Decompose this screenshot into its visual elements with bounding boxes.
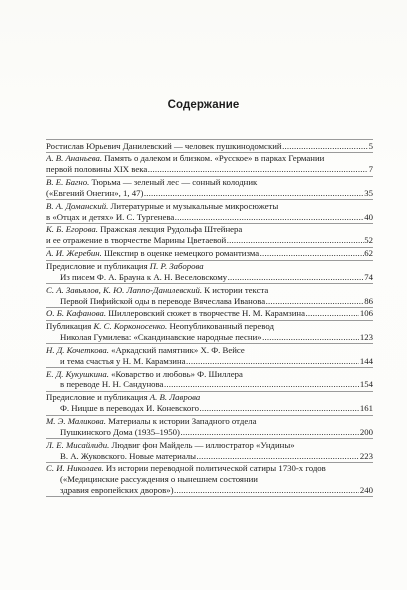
leader-dots xyxy=(186,356,359,367)
toc-entry-text xyxy=(46,440,295,450)
author-name: О. Б. Кафанова. xyxy=(46,308,107,319)
toc-entry-text xyxy=(46,392,200,402)
toc-entry-line xyxy=(46,308,373,319)
entry-title-text: Материалы к истории Западного отдела xyxy=(105,416,257,427)
toc-entry-line xyxy=(46,201,373,212)
entry-title-text: «Коварство и любовь» Ф. Шиллера xyxy=(108,368,243,379)
toc-entry-line xyxy=(46,321,373,332)
toc-entry xyxy=(46,344,373,368)
leader-dots xyxy=(305,308,359,319)
toc-entry-line xyxy=(46,369,373,380)
leader-dots xyxy=(282,141,368,152)
leader-dots xyxy=(148,164,368,175)
leader-dots xyxy=(227,235,364,246)
entry-title-text: Шекспир в оценке немецкого романтизма xyxy=(101,248,260,259)
entry-title-text: Предисловие и публикация xyxy=(46,261,150,272)
toc-entry xyxy=(46,224,373,248)
toc-entry-line xyxy=(46,403,373,414)
toc-entry-line xyxy=(46,224,373,235)
toc-entry-text xyxy=(46,416,256,426)
toc-entry-line xyxy=(46,164,373,175)
contents-heading: Содержание xyxy=(167,99,240,111)
table-of-contents xyxy=(46,139,373,497)
toc-entry-line xyxy=(46,416,373,427)
author-name: К. Б. Егорова. xyxy=(46,224,98,235)
page-number: 240 xyxy=(359,485,373,496)
author-name: Е. Д. Кукушкина. xyxy=(46,368,109,379)
page-number: 86 xyxy=(364,295,373,306)
toc-entry-line xyxy=(46,345,373,356)
toc-entry-text xyxy=(46,188,143,199)
toc-entry-line xyxy=(46,153,373,164)
entry-title-text: Шиллеровский сюжет в творчестве Н. М. Карамзина xyxy=(106,308,305,319)
entry-title-text: К истории текста xyxy=(202,284,269,295)
toc-entry-text xyxy=(60,485,174,496)
page-number: 35 xyxy=(364,187,373,198)
toc-entry-text xyxy=(46,345,245,355)
toc-entry-text xyxy=(46,201,278,211)
toc-entry-line xyxy=(46,451,373,462)
toc-entry-text xyxy=(46,224,242,234)
author-name: С. А. Завьялов, К. Ю. Лаппо-Данилевский. xyxy=(46,284,203,295)
toc-entry-text xyxy=(46,235,226,246)
entry-title-text: Тюрьма — зеленый лес — сонный колодник xyxy=(89,177,258,188)
toc-entry-text xyxy=(46,141,282,152)
entry-title-text: первой половины XIX века xyxy=(46,164,148,175)
toc-entry-line xyxy=(46,285,373,296)
entry-title-text: здравия европейских дворов») xyxy=(60,485,174,496)
toc-entry xyxy=(46,248,373,261)
author-name: В. Е. Багно. xyxy=(46,177,90,188)
toc-entry xyxy=(46,177,373,201)
toc-entry-line xyxy=(46,463,373,474)
toc-entry-text xyxy=(60,403,199,414)
toc-entry xyxy=(46,153,373,177)
leader-dots xyxy=(144,188,364,199)
entry-title-text: Николая Гумилева: «Скандинавские народные песни» xyxy=(60,332,262,343)
toc-entry-text xyxy=(46,212,174,223)
leader-dots xyxy=(260,248,364,259)
page-number: 144 xyxy=(359,355,373,366)
entry-title-text: Память о далеком и близком. «Русское» в парках Германии xyxy=(102,153,325,164)
leader-dots xyxy=(228,272,364,283)
page-number: 40 xyxy=(364,211,373,222)
leader-dots xyxy=(266,296,364,307)
entry-title-text: Предисловие и публикация xyxy=(46,392,150,403)
toc-entry-line xyxy=(46,427,373,438)
toc-entry-line xyxy=(46,356,373,367)
author-name: П. Р. Заборова xyxy=(149,261,204,272)
leader-dots xyxy=(199,403,359,414)
toc-entry-line xyxy=(46,141,373,152)
entry-title-text: Пражская лекция Рудольфа Штейнера xyxy=(97,224,243,235)
toc-entry-text xyxy=(46,177,257,187)
toc-entry-text xyxy=(46,308,305,319)
page-number: 74 xyxy=(364,271,373,282)
entry-title-text: Ростислав Юрьевич Данилевский — человек пушкинодомский xyxy=(46,140,282,151)
toc-entry-line xyxy=(46,440,373,451)
toc-entry xyxy=(46,200,373,224)
entry-title-text: Пушкинского Дома (1935–1950) xyxy=(60,426,180,437)
toc-entry-text xyxy=(46,463,326,473)
author-name: К. С. Корконосенко. xyxy=(93,321,168,332)
toc-entry-text xyxy=(60,296,265,307)
page-number: 154 xyxy=(359,379,373,390)
entry-title-text: «Аркадский памятник» Х. Ф. Вейсе xyxy=(108,344,245,355)
author-name: А. И. Жеребин. xyxy=(46,248,102,259)
toc-entry-text xyxy=(46,261,204,271)
author-name: Л. Е. Мисайлиди. xyxy=(46,439,110,450)
author-name: С. И. Николаев. xyxy=(46,463,104,474)
leader-dots xyxy=(175,212,364,223)
page-number: 161 xyxy=(359,403,373,414)
entry-title-text: в «Отцах и детях» И. С. Тургенева xyxy=(46,211,175,222)
toc-entry-text xyxy=(60,356,186,367)
toc-entry xyxy=(46,139,373,153)
entry-title-text: Первой Пифийской оды в переводе Вячеслава Иванова xyxy=(60,295,266,306)
toc-entry-text xyxy=(60,451,196,462)
toc-entry-line xyxy=(46,485,373,496)
toc-entry-line xyxy=(46,379,373,390)
author-name: А. В. Лаврова xyxy=(149,392,201,403)
toc-entry xyxy=(46,416,373,440)
entry-title-text: («Евгений Онегин», 1, 47) xyxy=(46,187,144,198)
leader-dots xyxy=(174,485,359,496)
toc-entry xyxy=(46,308,373,321)
toc-entry-line xyxy=(46,177,373,188)
entry-title-text: Публикация xyxy=(46,321,94,332)
entry-title-text: Из писем Ф. А. Брауна к А. Н. Веселовскому xyxy=(60,271,228,282)
entry-title-text: Людвиг фон Майдель — иллюстратор «Ундины» xyxy=(109,439,295,450)
toc-entry-line xyxy=(46,392,373,403)
toc-entry-text xyxy=(46,164,147,175)
entry-title-text: Литературные и музыкальные микросюжеты xyxy=(108,200,279,211)
page-number: 5 xyxy=(368,140,373,151)
entry-title-text: Неопубликованный перевод xyxy=(167,321,274,332)
toc-entry-text xyxy=(46,369,243,379)
entry-title-text: В. А. Жуковского. Новые материалы xyxy=(60,450,197,461)
toc-entry xyxy=(46,392,373,416)
page-number: 200 xyxy=(359,426,373,437)
toc-entry-line xyxy=(46,272,373,283)
entry-title-text: и тема счастья у Н. М. Карамзина xyxy=(60,355,186,366)
leader-dots xyxy=(164,379,359,390)
toc-entry-text xyxy=(46,248,259,259)
toc-entry-line xyxy=(46,261,373,272)
page-number: 62 xyxy=(364,248,373,259)
toc-entry-line xyxy=(46,188,373,199)
toc-entry-line xyxy=(46,248,373,259)
toc-entry-text xyxy=(60,427,180,438)
author-name: А. В. Ананьева. xyxy=(46,153,103,164)
author-name: М. Э. Маликова. xyxy=(46,416,106,427)
entry-title-text: Ф. Ницше в переводах И. Коневского xyxy=(60,403,199,414)
toc-entry-line xyxy=(46,474,373,485)
toc-entry-text xyxy=(46,321,274,331)
toc-entry xyxy=(46,463,373,497)
toc-entry xyxy=(46,284,373,308)
entry-title-text: и ее отражение в творчестве Марины Цветаевой xyxy=(46,235,227,246)
toc-entry xyxy=(46,321,373,345)
toc-entry xyxy=(46,439,373,463)
page-number: 7 xyxy=(368,164,373,175)
leader-dots xyxy=(180,427,359,438)
page-number: 106 xyxy=(359,308,373,319)
toc-entry-text xyxy=(60,332,262,343)
author-name: Н. Д. Кочеткова. xyxy=(46,344,109,355)
leader-dots xyxy=(197,451,360,462)
page-number: 223 xyxy=(359,450,373,461)
entry-title-text: («Медицинские рассуждения о нынешнем состоянии xyxy=(60,474,258,485)
toc-entry-line xyxy=(46,235,373,246)
toc-entry-text xyxy=(46,285,268,295)
toc-entry-line xyxy=(46,212,373,223)
toc-entry xyxy=(46,368,373,392)
page-number: 52 xyxy=(364,235,373,246)
author-name: В. А. Доманский. xyxy=(46,200,109,211)
toc-entry-line xyxy=(46,332,373,343)
page-number: 123 xyxy=(359,332,373,343)
toc-entry-text xyxy=(60,474,258,484)
toc-entry-line xyxy=(46,296,373,307)
toc-entry xyxy=(46,261,373,285)
entry-title-text: Из истории переводной политической сатиры 1730-х годов xyxy=(103,463,326,474)
toc-entry-text xyxy=(60,379,163,390)
toc-entry-text xyxy=(60,272,227,283)
entry-title-text: в переводе Н. Н. Сандунова xyxy=(60,379,164,390)
leader-dots xyxy=(262,332,359,343)
toc-entry-text xyxy=(46,153,324,163)
